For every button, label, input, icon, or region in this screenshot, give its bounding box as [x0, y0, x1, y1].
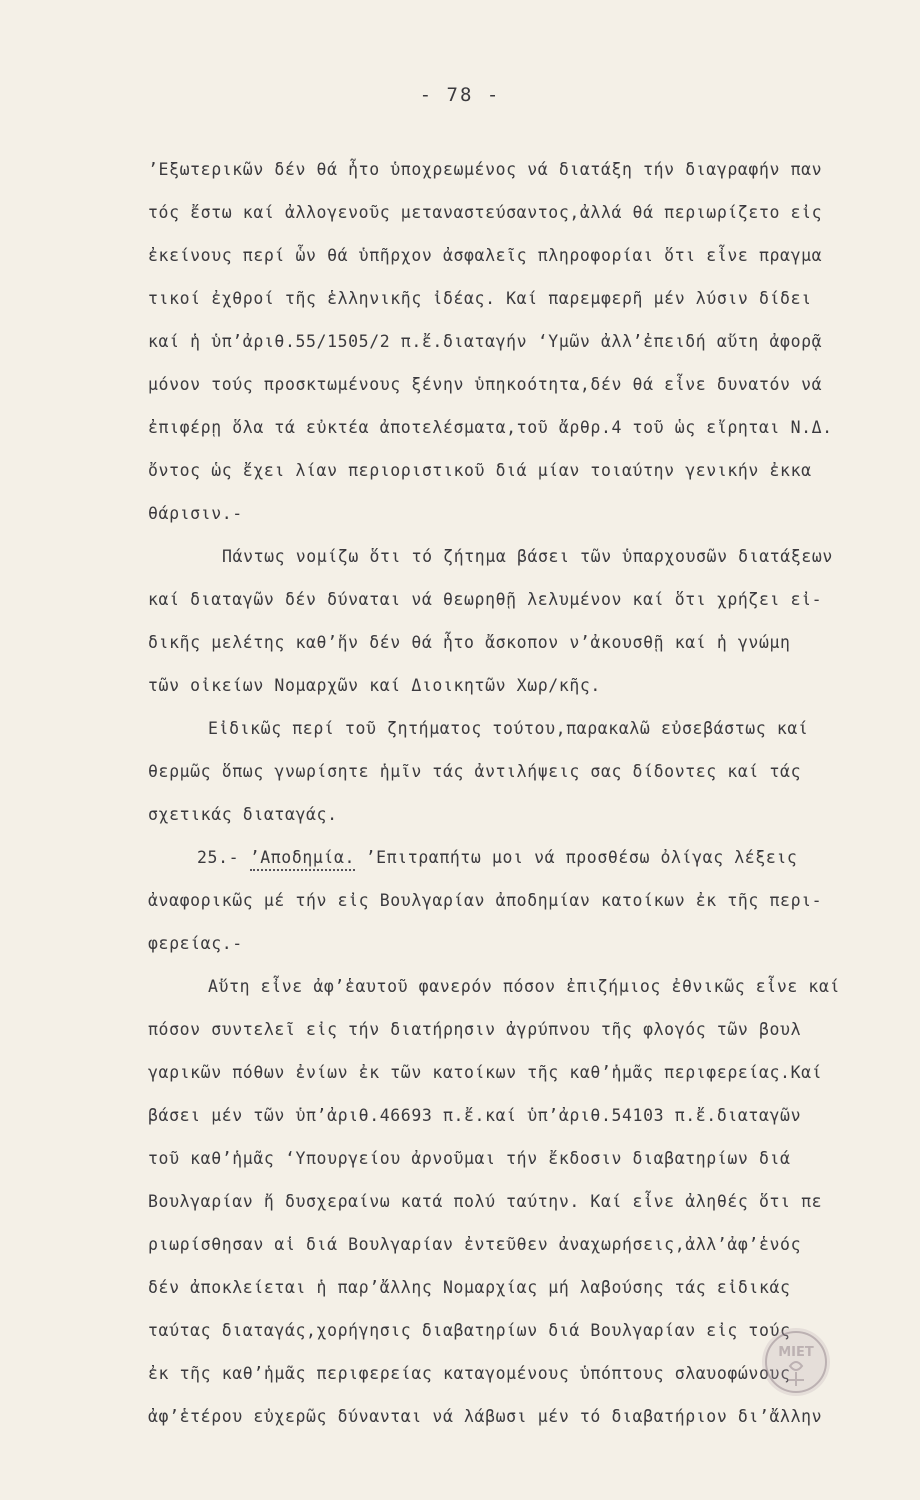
- text-line-22: γαρικῶν πόθων ἐνίων ἐκ τῶν κατοίκων τῆς καθ’ἡμᾶς περιφερείας.Καί: [148, 1063, 823, 1082]
- text-line-7: ἐπιφέρῃ ὅλα τά εὐκτέα ἀποτελέσματα,τοῦ ἄρθρ.4 τοῦ ὡς εἴρηται Ν.Δ.: [148, 418, 833, 437]
- text-line-12: δικῆς μελέτης καθ’ἥν δέν θά ἦτο ἄσκοπον ν’ἀκουσθῇ καί ἡ γνώμη: [148, 633, 791, 652]
- text-line-27: δέν ἀποκλείεται ἡ παρ’ἄλλης Νομαρχίας μή λαβούσης τάς εἰδικάς: [148, 1278, 791, 1297]
- text-line-18: ἀναφορικῶς μέ τήν εἰς Βουλγαρίαν ἀποδημίαν κατοίκων ἐκ τῆς περι-: [148, 891, 823, 910]
- text-line-3: ἐκείνους περί ὧν θά ὑπῆρχον ἀσφαλεῖς πληροφορίαι ὅτι εἶνε πραγμα: [148, 246, 823, 265]
- section-heading-line: [197, 848, 797, 868]
- text-line-9: θάρισιν.-: [148, 504, 243, 523]
- text-line-4: τικοί ἐχθροί τῆς ἑλληνικῆς ἰδέας. Καί παρεμφερῆ μέν λύσιν δίδει: [148, 289, 812, 308]
- text-line-29: ἐκ τῆς καθ’ἡμᾶς περιφερείας καταγομένους ὑπόπτους σλαυοφώνους: [148, 1364, 791, 1383]
- text-line-30: ἀφ’ἑτέρου εὐχερῶς δύνανται νά λάβωσι μέν τό διαβατήριον δι’ἄλλην: [148, 1407, 823, 1426]
- text-line-20: Αὕτη εἶνε ἀφ’ἑαυτοῦ φανερόν πόσον ἐπιζήμιος ἐθνικῶς εἶνε καί: [208, 977, 841, 996]
- text-line-28: ταύτας διαταγάς,χορήγησις διαβατηρίων διά Βουλγαρίαν εἰς τούς: [148, 1321, 791, 1340]
- text-line-6: μόνον τούς προσκτωμένους ξένην ὑπηκοότητα,δέν θά εἶνε δυνατόν νά: [148, 375, 823, 394]
- text-line-14: Εἰδικῶς περί τοῦ ζητήματος τούτου,παρακαλῶ εὐσεβάστως καί: [208, 719, 809, 738]
- text-line-15: θερμῶς ὅπως γνωρίσητε ἡμῖν τάς ἀντιλήψεις σας δίδοντες καί τάς: [148, 762, 802, 781]
- section-number: 25.-: [197, 848, 240, 867]
- text-line-25: Βουλγαρίαν ἤ δυσχεραίνω κατά πολύ ταύτην. Καί εἶνε ἀληθές ὅτι πε: [148, 1192, 823, 1211]
- section-heading: ’Αποδημία.: [250, 848, 355, 871]
- text-line-19: φερείας.-: [148, 934, 243, 953]
- text-line-16: σχετικάς διαταγάς.: [148, 805, 338, 824]
- text-line-26: ριωρίσθησαν αἱ διά Βουλγαρίαν ἐντεῦθεν ἀναχωρήσεις,ἀλλ’ἀφ’ἑνός: [148, 1235, 802, 1254]
- page-number: - 78 -: [419, 84, 501, 106]
- text-line-1: ’Εξωτερικῶν δέν θά ἦτο ὑποχρεωμένος νά διατάξη τήν διαγραφήν παν: [148, 160, 823, 179]
- text-line-2: τός ἔστω καί ἀλλογενοῦς μεταναστεύσαντος,ἀλλά θά περιωρίζετο εἰς: [148, 203, 823, 222]
- text-line-23: βάσει μέν τῶν ὑπ’ἀριθ.46693 π.ἔ.καί ὑπ’ἀριθ.54103 π.ἔ.διαταγῶν: [148, 1106, 802, 1125]
- stamp-text: ΜΙΕΤ: [778, 1345, 814, 1360]
- text-line-11: καί διαταγῶν δέν δύναται νά θεωρηθῇ λελυμένον καί ὅτι χρήζει εἰ-: [148, 590, 823, 609]
- text-line-21: πόσον συντελεῖ εἰς τήν διατήρησιν ἀγρύπνου τῆς φλογός τῶν βουλ: [148, 1020, 802, 1039]
- text-line-13: τῶν οἰκείων Νομαρχῶν καί Διοικητῶν Χωρ/κῆς.: [148, 676, 601, 695]
- text-line-10: Πάντως νομίζω ὅτι τό ζήτημα βάσει τῶν ὑπαρχουσῶν διατάξεων: [222, 547, 833, 566]
- archive-stamp-icon: [756, 1322, 836, 1402]
- text-line-5: καί ἡ ὑπ’ἀριθ.55/1505/2 π.ἔ.διαταγήν ‘Υμῶν ἀλλ’ἐπειδή αὕτη ἀφορᾷ: [148, 332, 823, 351]
- text-line-24: τοῦ καθ’ἡμᾶς ‘Υπουργείου ἀρνοῦμαι τήν ἔκδοσιν διαβατηρίων διά: [148, 1149, 791, 1168]
- section-heading-rest: ’Επιτραπήτω μοι νά προσθέσω ὀλίγας λέξεις: [365, 848, 798, 867]
- text-line-8: ὄντος ὡς ἔχει λίαν περιοριστικοῦ διά μίαν τοιαύτην γενικήν ἐκκα: [148, 461, 812, 480]
